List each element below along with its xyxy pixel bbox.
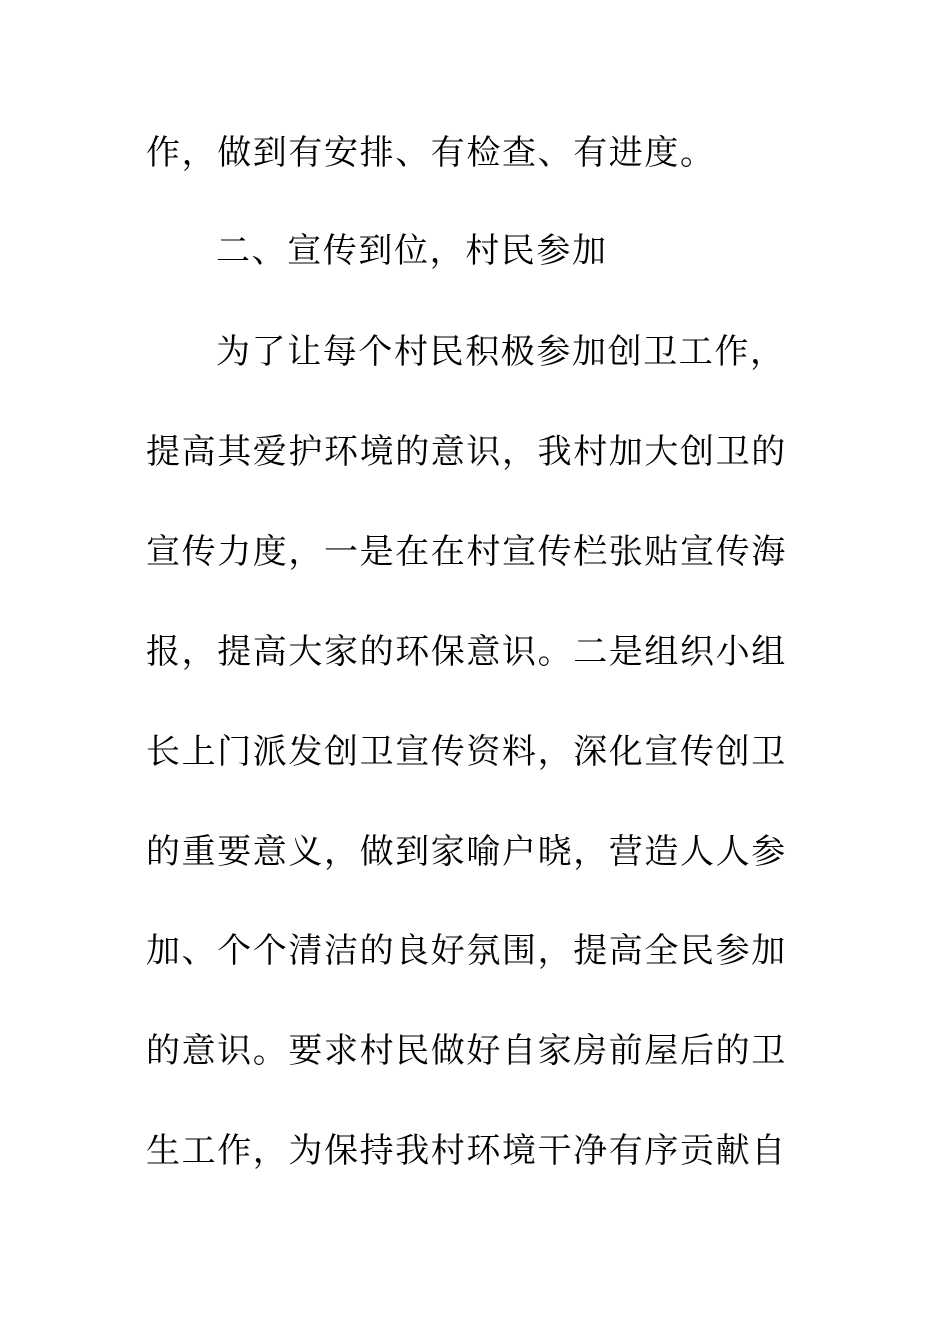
body-text-line: 长上门派发创卫宣传资料，深化宣传创卫 (146, 732, 787, 772)
body-text-line: 加、个个清洁的良好氛围，提高全民参加 (146, 931, 787, 971)
body-text-line: 提高其爱护环境的意识，我村加大创卫的 (146, 432, 787, 472)
body-text-line: 的意识。要求村民做好自家房前屋后的卫 (146, 1031, 787, 1071)
body-text-line: 的重要意义，做到家喻户晓，营造人人参 (146, 832, 787, 872)
body-text-line: 生工作，为保持我村环境干净有序贡献自 (146, 1131, 787, 1171)
body-text-line: 为了让每个村民积极参加创卫工作， (216, 332, 786, 372)
body-text-line: 报，提高大家的环保意识。二是组织小组 (146, 632, 787, 672)
body-text-line: 宣传力度，一是在在村宣传栏张贴宣传海 (146, 532, 787, 572)
body-text-line: 作，做到有安排、有检查、有进度。 (146, 133, 716, 173)
section-heading: 二、宣传到位，村民参加 (216, 231, 608, 271)
